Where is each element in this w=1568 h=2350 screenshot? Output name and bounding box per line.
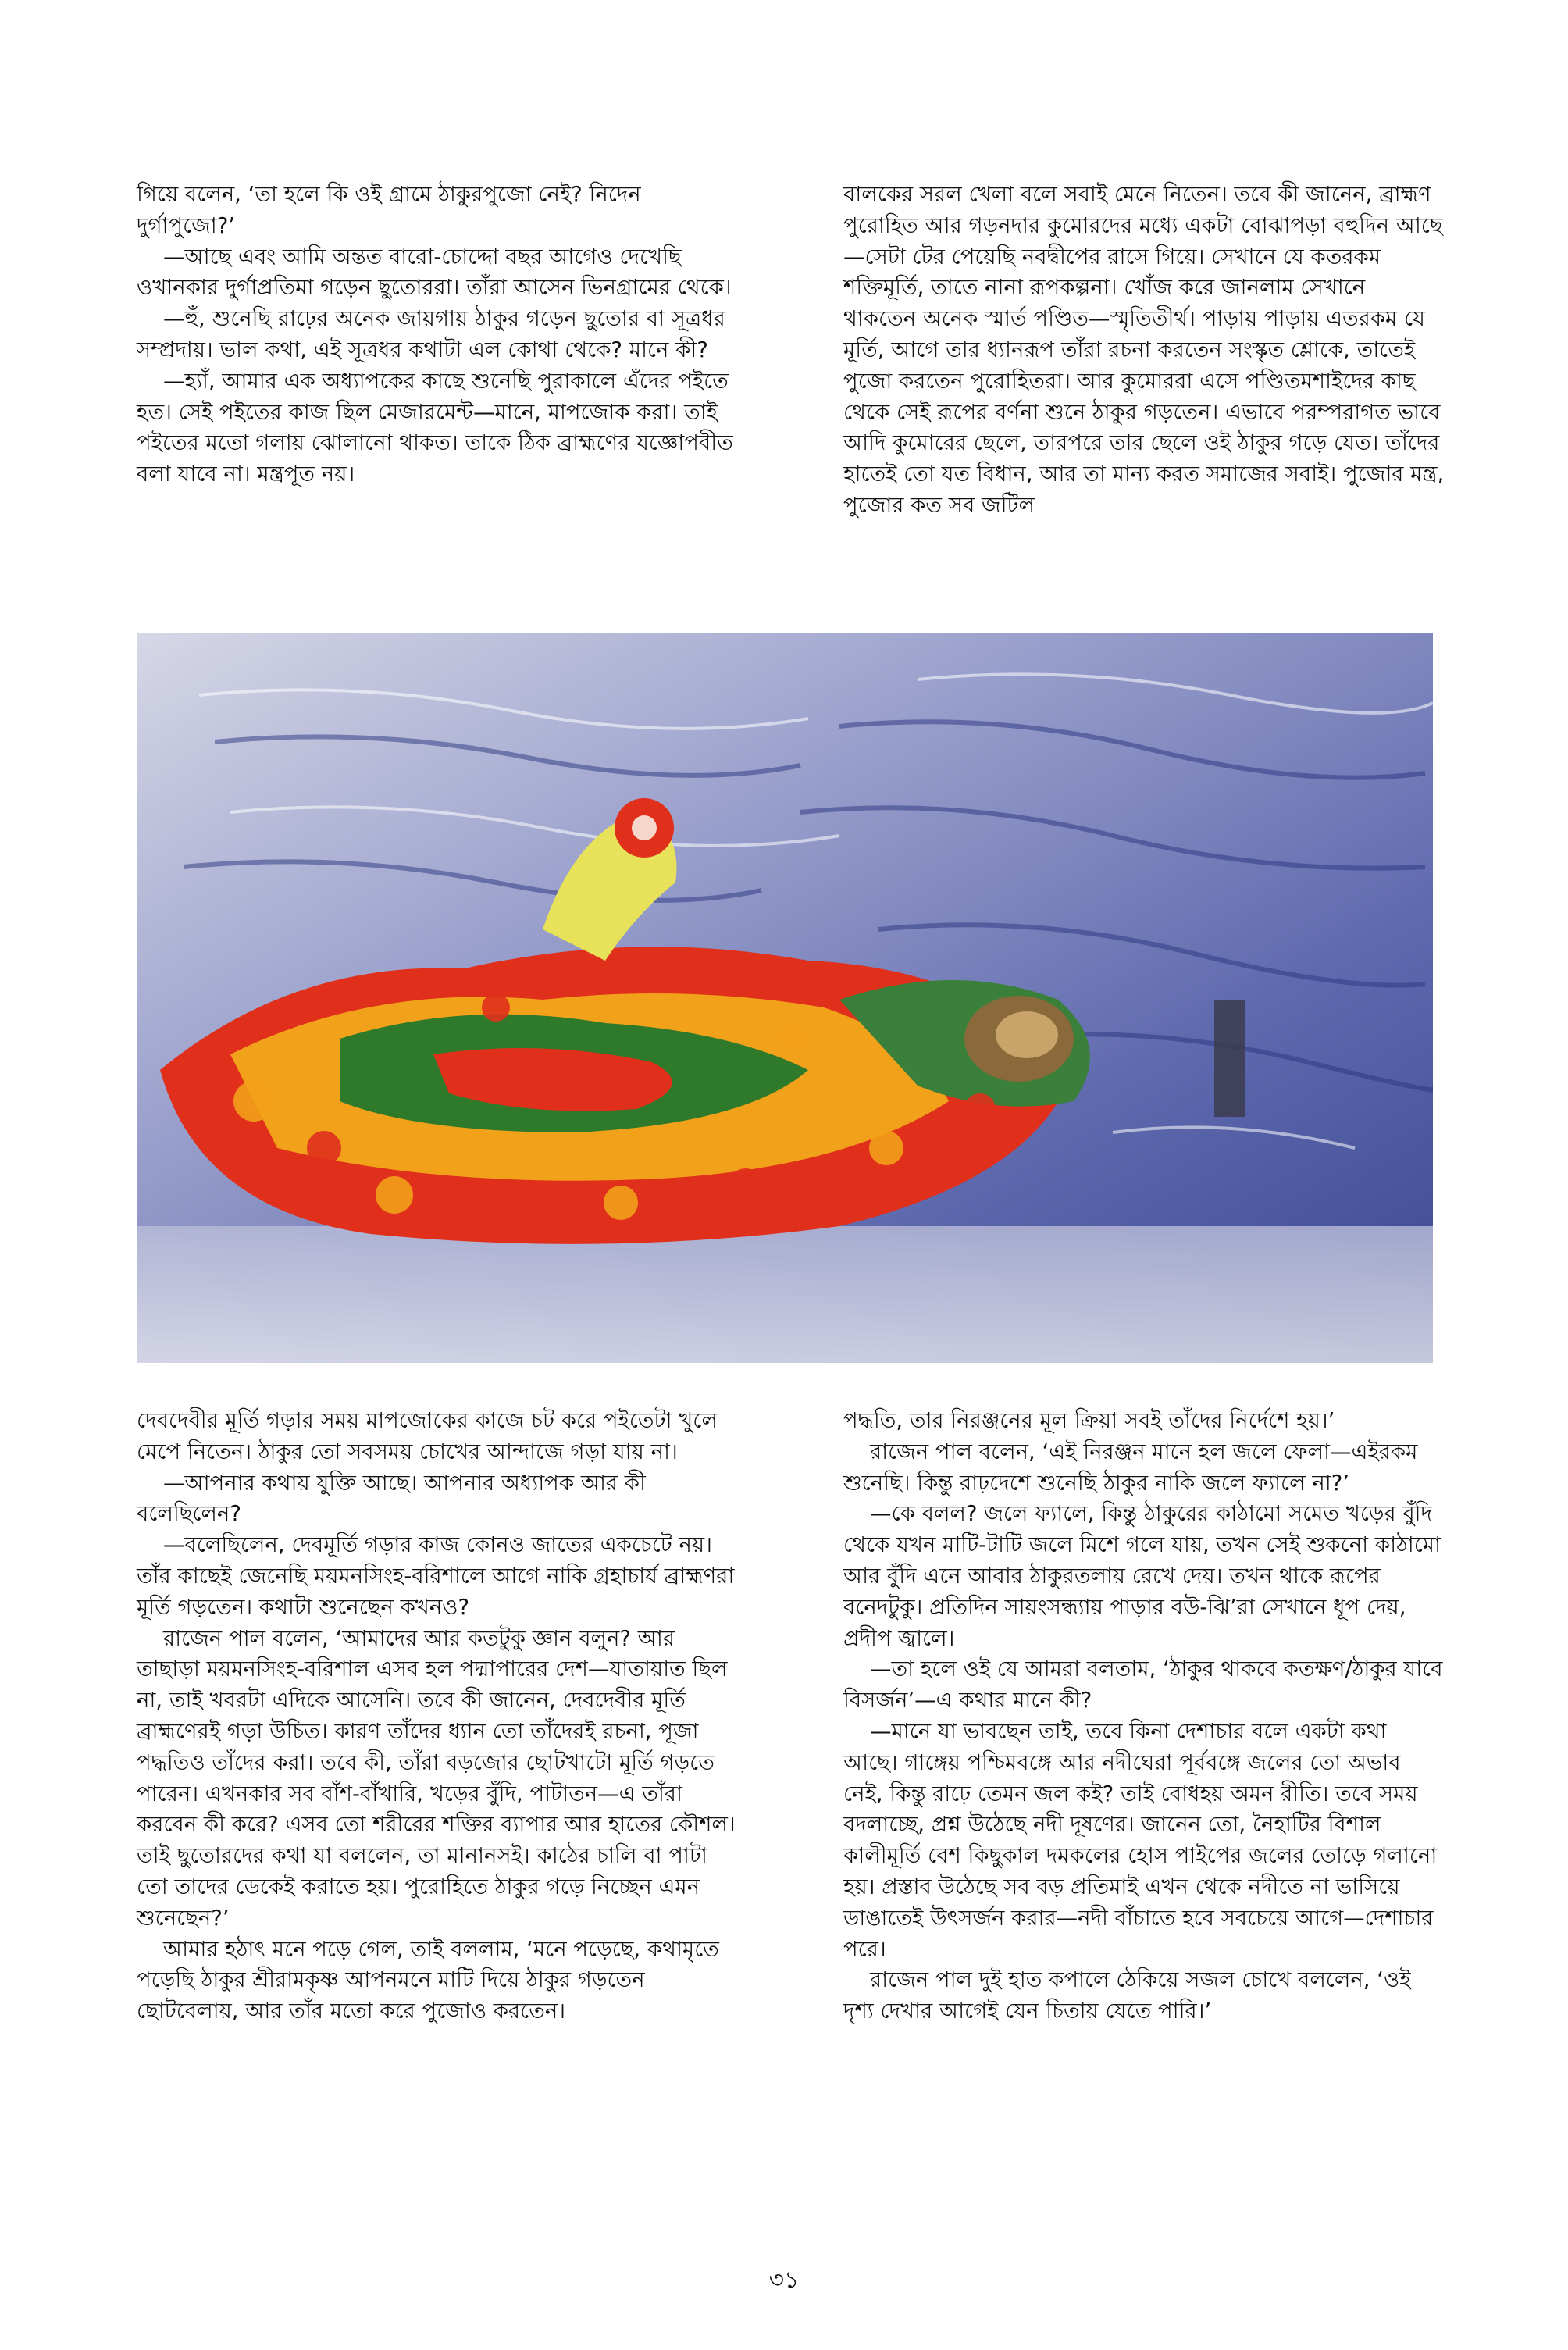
paragraph: দেবদেবীর মূর্তি গড়ার সময় মাপজোকের কাজে চট করে পইতেটা খুলে মেপে নিতেন। ঠাকুর তো সবসময় চোখের আন্দাজে গড়া যায় না। xyxy=(137,1408,718,1464)
paragraph: —আপনার কথায় যুক্তি আছে। আপনার অধ্যাপক আর কী বলেছিলেন? xyxy=(137,1470,646,1527)
paragraph: —আছে এবং আমি অন্তত বারো-চোদ্দো বছর আগেও দেখেছি ওখানকার দুর্গাপ্রতিমা গড়েন ছুতোররা। তাঁরা আসেন ভিনগ্রামের থেকে। xyxy=(137,244,732,301)
text-column-bottom-left xyxy=(137,1406,738,2027)
text-column-bottom-right xyxy=(843,1406,1445,2027)
paragraph: —হুঁ, শুনেছি রাঢ়ের অনেক জায়গায় ঠাকুর গড়েন ছুতোর বা সূত্রধর সম্প্রদায়। ভাল কথা, এই সূত্রধর কথাটা এল কোথা থেকে? মানে কী? xyxy=(137,306,725,362)
paragraph: —বলেছিলেন, দেবমূর্তি গড়ার কাজ কোনও জাতের একচেটে নয়। তাঁর কাছেই জেনেছি ময়মনসিংহ-বরিশালে আগে নাকি গ্রহাচার্য ব্রাহ্মণরা মূর্তি গড়তেন। কথাটা শুনেছেন কখনও? xyxy=(137,1532,735,1620)
paragraph: রাজেন পাল বলেন, ‘এই নিরঞ্জন মানে হল জলে ফেলা—এইরকম শুনেছি। কিন্তু রাঢ়দেশে শুনেছি ঠাকুর নাকি জলে ফ্যালে না?’ xyxy=(843,1439,1418,1496)
paragraph: বালকের সরল খেলা বলে সবাই মেনে নিতেন। তবে কী জানেন, ব্রাহ্মণ পুরোহিত আর গড়নদার কুমোরদের মধ্যে একটা বোঝাপড়া বহুদিন আছে—সেটা টের পেয়েছি নবদ্বীপের রাসে গিয়ে। সেখানে যে কতরকম শক্তিমূর্তি, তাতে নানা রূপকল্পনা। খোঁজ করে জানলাম সেখানে থাকতেন অনেক স্মার্ত পণ্ডিত—স্মৃতিতীর্থ। পাড়ায় পাড়ায় এতরকম যে মূর্তি, আগে তার ধ্যানরূপ তাঁরা রচনা করতেন সংস্কৃত শ্লোকে, তাতেই পুজো করতেন পুরোহিতরা। আর কুমোররা এসে পণ্ডিতমশাইদের কাছ থেকে সেই রূপের বর্ণনা শুনে ঠাকুর গড়তেন। এভাবে পরম্পরাগত ভাবে আদি কুমোরের ছেলে, তারপরে তার ছেলে ওই ঠাকুর গড়ে যেত। তাঁদের হাতেই তো যত বিধান, আর তা মান্য করত সমাজের সবাই। পুজোর মন্ত্র, পুজোর কত সব জটিল xyxy=(843,182,1445,518)
paragraph: গিয়ে বলেন, ‘তা হলে কি ওই গ্রামে ঠাকুরপুজো নেই? নিদেন দুর্গাপুজো?’ xyxy=(137,182,641,238)
paragraph: পদ্ধতি, তার নিরঞ্জনের মূল ক্রিয়া সবই তাঁদের নির্দেশে হয়।’ xyxy=(843,1408,1335,1433)
paragraph: —তা হলে ওই যে আমরা বলতাম, ‘ঠাকুর থাকবে কতক্ষণ/ঠাকুর যাবে বিসর্জন’—এ কথার মানে কী? xyxy=(843,1656,1443,1713)
paragraph: —মানে যা ভাবছেন তাই, তবে কিনা দেশাচার বলে একটা কথা আছে। গাঙ্গেয় পশ্চিমবঙ্গে আর নদীঘেরা পূর্ববঙ্গে জলের তো অভাব নেই, কিন্তু রাঢ়ে তেমন জল কই? তাই বোধহয় অমন রীতি। তবে সময় বদলাচ্ছে, প্রশ্ন উঠেছে নদী দূষণের। জানেন তো, নৈহাটির বিশাল কালীমূর্তি বেশ কিছুকাল দমকলের হোস পাইপের জলের তোড়ে গলানো হয়। প্রস্তাব উঠেছে সব বড় প্রতিমাই এখন থেকে নদীতে না ভাসিয়ে ডাঙাতেই উৎসর্জন করার—নদী বাঁচাতে হবে সবচেয়ে আগে—দেশাচার পরে। xyxy=(843,1718,1438,1962)
paragraph: রাজেন পাল দুই হাত কপালে ঠেকিয়ে সজল চোখে বললেন, ‘ওই দৃশ্য দেখার আগেই যেন চিতায় যেতে পারি।’ xyxy=(843,1967,1411,2024)
text-column-top-left xyxy=(137,180,738,490)
page-number: ৩১ xyxy=(768,2266,800,2294)
idol-immersion-image xyxy=(137,633,1433,1363)
paragraph: —হ্যাঁ, আমার এক অধ্যাপকের কাছে শুনেছি পুরাকালে এঁদের পইতে হত। সেই পইতের কাজ ছিল মেজারমেন্ট—মানে, মাপজোক করা। তাই পইতের মতো গলায় ঝোলানো থাকত। তাকে ঠিক ব্রাহ্মণের যজ্ঞোপবীত বলা যাবে না। মন্ত্রপূত নয়। xyxy=(137,368,733,487)
paragraph: রাজেন পাল বলেন, ‘আমাদের আর কতটুকু জ্ঞান বলুন? আর তাছাড়া ময়মনসিংহ-বরিশাল এসব হল পদ্মাপারের দেশ—যাতায়াত ছিল না, তাই খবরটা এদিকে আসেনি। তবে কী জানেন, দেবদেবীর মূর্তি ব্রাহ্মণেরই গড়া উচিত। কারণ তাঁদের ধ্যান তো তাঁদেরই রচনা, পূজা পদ্ধতিও তাঁদের করা। তবে কী, তাঁরা বড়জোর ছোটখাটো মূর্তি গড়তে পারেন। এখনকার সব বাঁশ-বাঁখারি, খড়ের বুঁদি, পাটাতন—এ তাঁরা করবেন কী করে? এসব তো শরীরের শক্তির ব্যাপার আর হাতের কৌশল। তাই ছুতোরদের কথা যা বললেন, তা মানানসই। কাঠের চালি বা পাটা তো তাদের ডেকেই করাতে হয়। পুরোহিতে ঠাকুর গড়ে নিচ্ছেন এমন শুনেছেন?’ xyxy=(137,1625,736,1931)
paragraph: আমার হঠাৎ মনে পড়ে গেল, তাই বললাম, ‘মনে পড়েছে, কথামৃতে পড়েছি ঠাকুর শ্রীরামকৃষ্ণ আপনমনে মাটি দিয়ে ঠাকুর গড়তেন ছোটবেলায়, আর তাঁর মতো করে পুজোও করতেন। xyxy=(137,1936,719,2024)
text-column-top-right xyxy=(843,180,1445,522)
immersion-photo xyxy=(137,633,1433,1363)
paragraph: —কে বলল? জলে ফ্যালে, কিন্তু ঠাকুরের কাঠামো সমেত খড়ের বুঁদি থেকে যখন মাটি-টাটি জলে মিশে গলে যায়, তখন সেই শুকনো কাঠামো আর বুঁদি এনে আবার ঠাকুরতলায় রেখে দেয়। তখন থাকে রূপের বনেদটুকু। প্রতিদিন সায়ংসন্ধ্যায় পাড়ার বউ-ঝি’রা সেখানে ধূপ দেয়, প্রদীপ জ্বালে। xyxy=(843,1501,1441,1651)
